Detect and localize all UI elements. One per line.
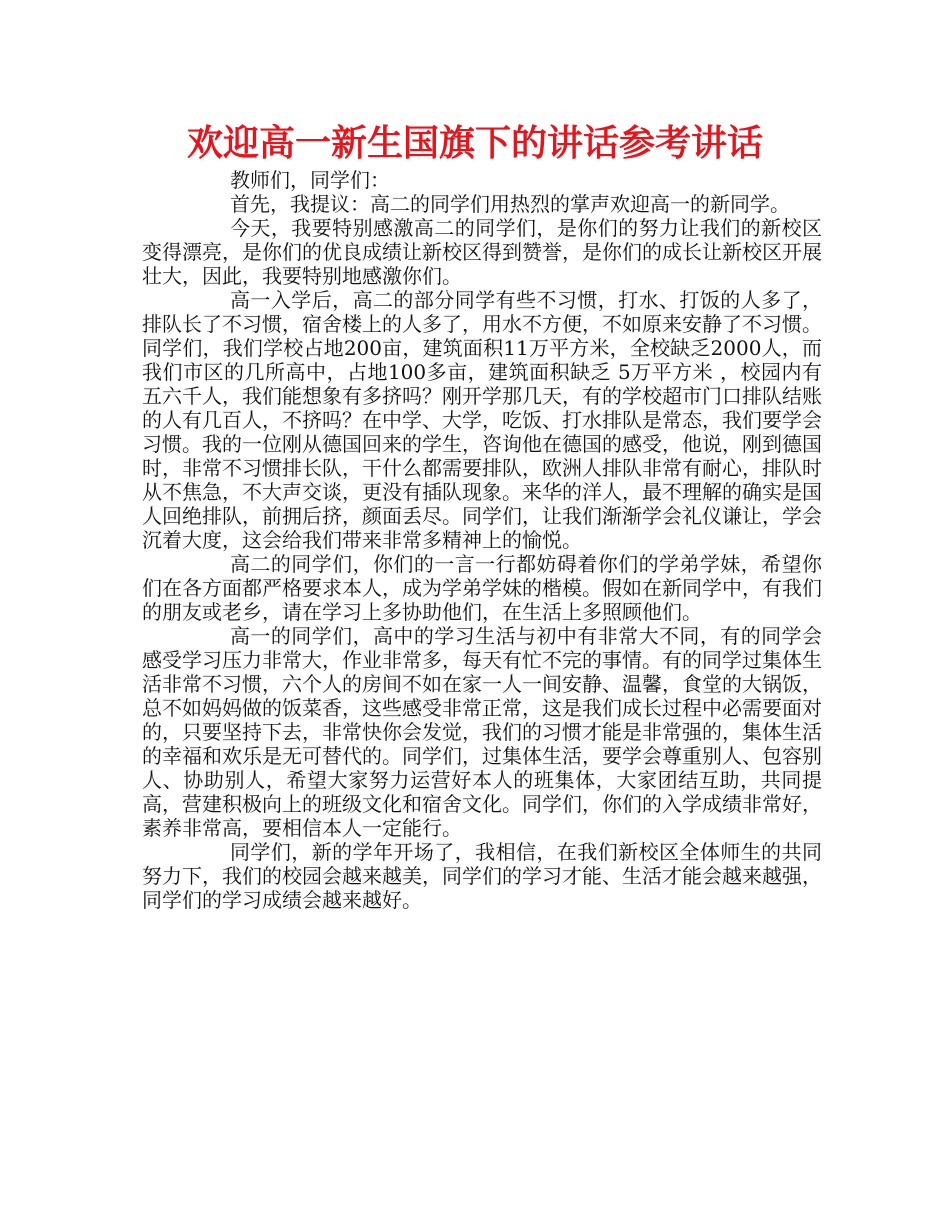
paragraph-2: 今天，我要特别感激高二的同学们，是你们的努力让我们的新校区变得漂亮，是你们的优良成绩让新校区得到赞誉，是你们的成长让新校区开展壮大，因此，我要特别地感激你们。 (142, 216, 822, 288)
paragraph-6: 同学们，新的学年开场了，我相信，在我们新校区全体师生的共同努力下，我们的校园会越来越美，同学们的学习才能、生活才能会越来越强，同学们的学习成绩会越来越好。 (142, 840, 822, 912)
paragraph-5: 高一的同学们，高中的学习生活与初中有非常大不同，有的同学会感受学习压力非常大，作业非常多，每天有忙不完的事情。有的同学过集体生活非常不习惯，六个人的房间不如在家一人一间安静、温馨，食堂的大锅饭，总不如妈妈做的饭菜香，这些感受非常正常，这是我们成长过程中必需要面对的，只要坚持下去，非常快你会发觉，我们的习惯才能是非常强的，集体生活的幸福和欢乐是无可替代的。同学们，过集体生活，要学会尊重别人、包容别人、协助别人，希望大家努力运营好本人的班集体，大家团结互助，共同提高，营建积极向上的班级文化和宿舍文化。同学们，你们的入学成绩非常好，素养非常高，要相信本人一定能行。 (142, 624, 822, 840)
document-title: 欢迎高一新生国旗下的讲话参考讲话 (186, 123, 763, 164)
paragraph-1: 首先，我提议：高二的同学们用热烈的掌声欢迎高一的新同学。 (230, 192, 790, 216)
paragraph-4: 高二的同学们，你们的一言一行都妨碍着你们的学弟学妹，希望你们在各方面都严格要求本人，成为学弟学妹的楷模。假如在新同学中，有我们的朋友或老乡，请在学习上多协助他们，在生活上多照顾他们。 (142, 552, 822, 624)
document-body (142, 168, 822, 912)
paragraph-3: 高一入学后，高二的部分同学有些不习惯，打水、打饭的人多了，排队长了不习惯，宿舍楼上的人多了，用水不方便，不如原来安静了不习惯。同学们，我们学校占地200亩，建筑面积11万平方米，全校缺乏2000人，而我们市区的几所高中，占地100多亩，建筑面积缺乏 5万平方米 ，校园内有五六千人，我们能想象有多挤吗？刚开学那几天，有的学校超市门口排队结账的人有几百人，不挤吗？在中学、大学，吃饭、打水排队是常态，我们要学会习惯。我的一位刚从德国回来的学生，咨询他在德国的感受，他说，刚到德国时，非常不习惯排长队，干什么都需要排队，欧洲人排队非常有耐心，排队时从不焦急，不大声交谈，更没有插队现象。来华的洋人，最不理解的确实是国人回绝排队，前拥后挤，颜面丢尽。同学们，让我们渐渐学会礼仪谦让，学会沉着大度，这会给我们带来非常多精神上的愉悦。 (142, 288, 822, 552)
paragraph-salutation: 教师们，同学们： (230, 168, 390, 192)
